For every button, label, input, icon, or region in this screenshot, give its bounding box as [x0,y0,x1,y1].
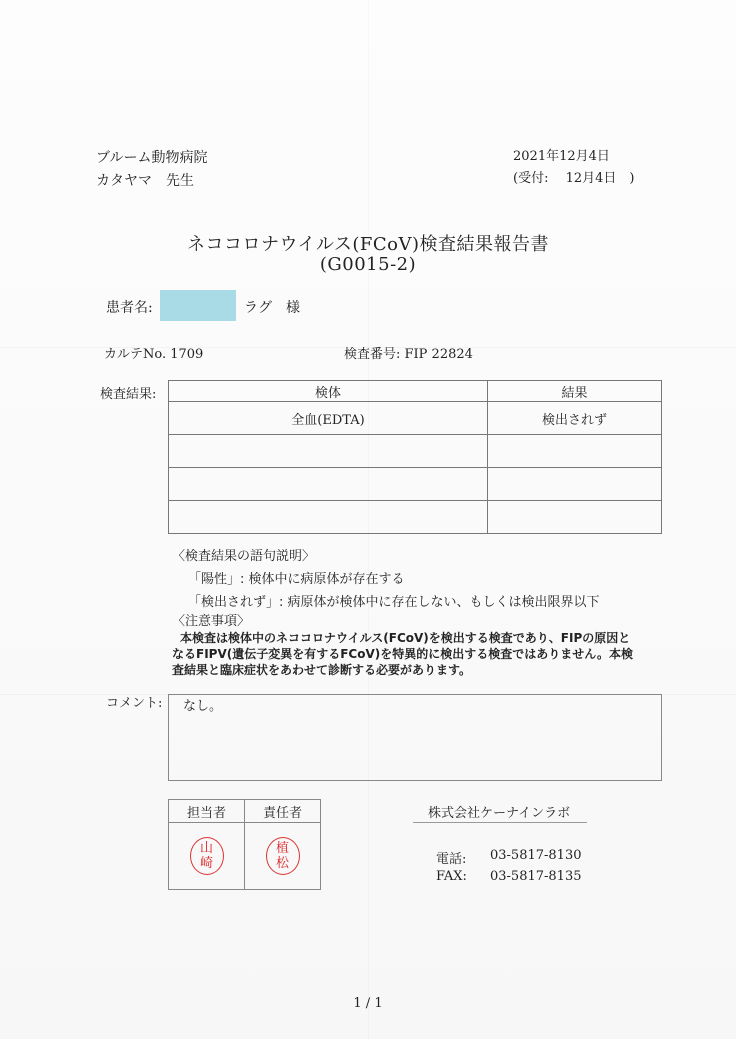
signature-table [168,799,321,890]
notes-line-3: 査結果と臨床症状をあわせて診断する必要があります。 [172,663,472,677]
specimen-cell [169,501,488,534]
report-title: ネココロナウイルス(FCoV)検査結果報告書 [186,234,550,255]
specimen-header: 検体 [169,381,488,402]
hospital-name: ブルーム動物病院 [96,150,208,166]
glossary-heading: 〈検査結果の語句説明〉 [172,549,316,564]
manager-label: 責任者 [245,800,321,823]
tel-number: 03-5817-8130 [490,848,582,863]
table-row [169,468,662,501]
staff-seal-stamp: 山 崎 [190,837,224,875]
karte-number: カルテNo. 1709 [104,347,204,362]
comment-label: コメント: [106,696,163,711]
manager-seal-stamp: 植 松 [266,837,300,875]
table-row [169,501,662,534]
table-row [169,435,662,468]
notes-line-2: なるFIPV(遺伝子変異を有するFCoV)を特異的に検出する検査ではありません。本検 [172,647,633,661]
fax-label: FAX: [436,869,467,884]
result-cell [488,435,662,468]
notes-heading: 〈注意事項〉 [172,614,251,629]
patient-name: ラグ 様 [244,300,300,316]
test-number: 検査番号: FIP 22824 [344,347,473,362]
staff-stamp-cell [169,823,245,890]
result-cell [488,501,662,534]
result-header: 結果 [488,381,662,402]
notes-line-1: 本検査は検体中のネココロナウイルス(FCoV)を検出する検査であり、FIPの原因と [180,631,631,645]
patient-label: 患者名: [106,300,153,316]
results-label: 検査結果: [100,387,157,402]
comment-text: なし。 [183,699,223,714]
results-header-row [169,381,662,402]
report-code: (G0015-2) [319,254,417,275]
page-number: 1 / 1 [353,996,383,1011]
result-cell: 検出されず [488,402,662,435]
specimen-cell: 全血(EDTA) [169,402,488,435]
received-date: (受付: 12月4日 ) [513,171,635,186]
tel-label: 電話: [436,852,467,867]
company-underline [413,822,587,823]
specimen-cell [169,468,488,501]
specimen-cell [169,435,488,468]
glossary-positive: 「陽性」: 検体中に病原体が存在する [188,572,405,587]
fax-number: 03-5817-8135 [490,869,582,884]
glossary-negative: 「検出されず」: 病原体が検体中に存在しない、もしくは検出限界以下 [188,595,600,610]
staff-label: 担当者 [169,800,245,823]
report-date: 2021年12月4日 [513,149,610,164]
comment-box [168,694,662,781]
company-name: 株式会社ケーナインラボ [428,806,571,821]
redacted-name-mask [160,290,236,321]
result-cell [488,468,662,501]
results-table [168,380,662,534]
doctor-name: カタヤマ 先生 [96,173,194,189]
table-row [169,402,662,435]
manager-stamp-cell [245,823,321,890]
